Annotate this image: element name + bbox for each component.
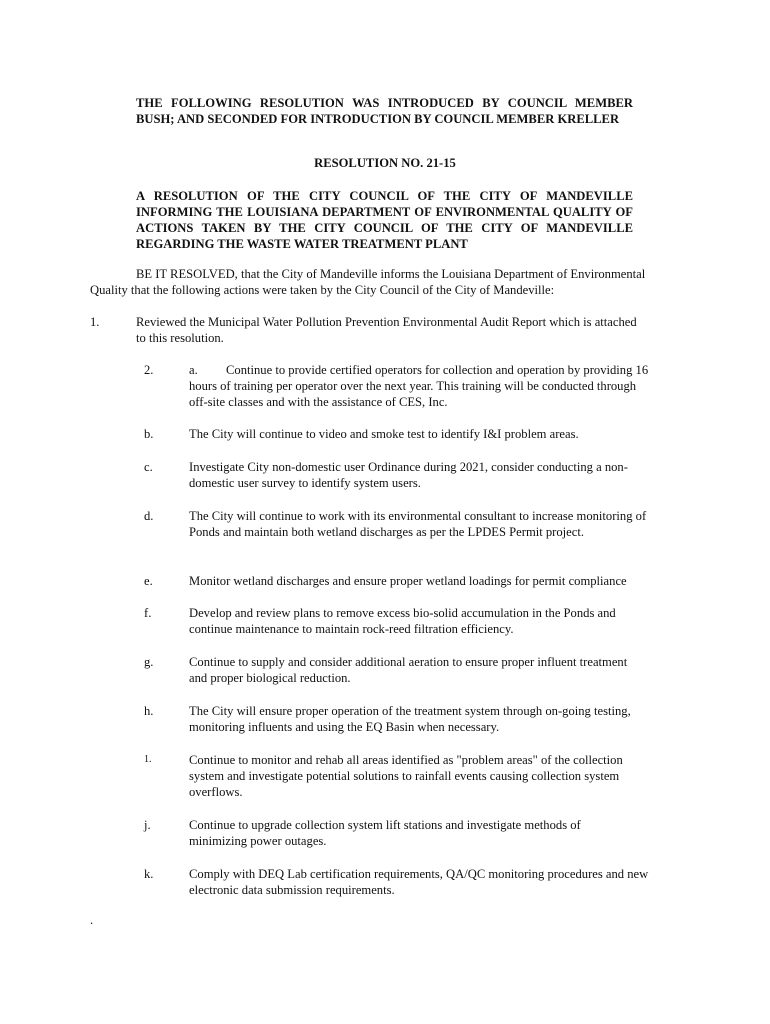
subitem-e-text: Monitor wetland discharges and ensure proper wetland loadings for permit compliance — [189, 574, 627, 588]
resolution-number: RESOLUTION NO. 21-15 — [314, 156, 456, 170]
subitem-h-text: The City will ensure proper operation of the treatment system through on-going testing, monitoring influents and using the EQ Basin when necessary. — [189, 704, 631, 734]
subitem-k-label: k. — [144, 867, 154, 881]
item-1-text: Reviewed the Municipal Water Pollution Prevention Environmental Audit Report which is attached to this resolution. — [136, 315, 637, 345]
subitem-i-label: 1. — [144, 754, 152, 765]
subitem-j-text: Continue to upgrade collection system lift stations and investigate methods of minimizing power outages. — [189, 818, 581, 848]
subitem-b-text: The City will continue to video and smoke test to identify I&I problem areas. — [189, 427, 579, 441]
subitem-c-text: Investigate City non-domestic user Ordinance during 2021, consider conducting a non-domestic user survey to identify system users. — [189, 460, 628, 490]
subitem-c-label: c. — [144, 460, 153, 474]
subitem-b-label: b. — [144, 427, 154, 441]
subitem-h-label: h. — [144, 704, 154, 718]
resolution-title: A RESOLUTION OF THE CITY COUNCIL OF THE CITY OF MANDEVILLE INFORMING THE LOUISIANA DEPARTMENT OF ENVIRONMENTAL QUALITY OF ACTIONS TAKEN BY THE CITY COUNCIL OF THE CITY OF MANDEVILLE REGARDING THE WASTE WATER TREATMENT PLANT — [136, 189, 633, 251]
subitem-a-text: Continue to provide certified operators for collection and operation by providing 16 hours of training per operator over the next year. This training will be conducted through off-site classes and with the assistance of CES, Inc. — [189, 363, 649, 409]
subitem-g-text: Continue to supply and consider additional aeration to ensure proper influent treatment and proper biological reduction. — [189, 655, 628, 685]
subitem-f-label: f. — [144, 606, 152, 620]
subitem-g-label: g. — [144, 655, 154, 669]
resolved-clause-line2: Quality that the following actions were taken by the City Council of the City of Mandeville: — [90, 283, 555, 297]
subitem-f-text: Develop and review plans to remove excess bio-solid accumulation in the Ponds and continue maintenance to maintain rock-reed filtration efficiency. — [189, 606, 616, 636]
item-2-number: 2. — [144, 363, 154, 377]
subitem-d-text: The City will continue to work with its environmental consultant to increase monitoring of Ponds and maintain both wetland discharges as per the LPDES Permit project. — [189, 509, 647, 539]
subitem-i-text: Continue to monitor and rehab all areas identified as "problem areas" of the collection system and investigate potential solutions to rainfall events causing collection system overflows. — [189, 753, 623, 799]
introduction-statement: THE FOLLOWING RESOLUTION WAS INTRODUCED BY COUNCIL MEMBER BUSH; AND SECONDED FOR INTRODUCTION BY COUNCIL MEMBER KRELLER — [136, 96, 633, 126]
resolved-clause-line1: BE IT RESOLVED, that the City of Mandeville informs the Louisiana Department of Environmental — [136, 267, 646, 281]
subitem-e-label: e. — [144, 574, 153, 588]
subitem-j-label: j. — [144, 818, 151, 832]
subitem-d-label: d. — [144, 509, 154, 523]
trailing-period: . — [90, 913, 94, 927]
subitem-a-label: a. — [189, 363, 198, 377]
subitem-k-text: Comply with DEQ Lab certification requirements, QA/QC monitoring procedures and new electronic data submission requirements. — [189, 867, 649, 897]
item-1-number: 1. — [90, 315, 100, 329]
